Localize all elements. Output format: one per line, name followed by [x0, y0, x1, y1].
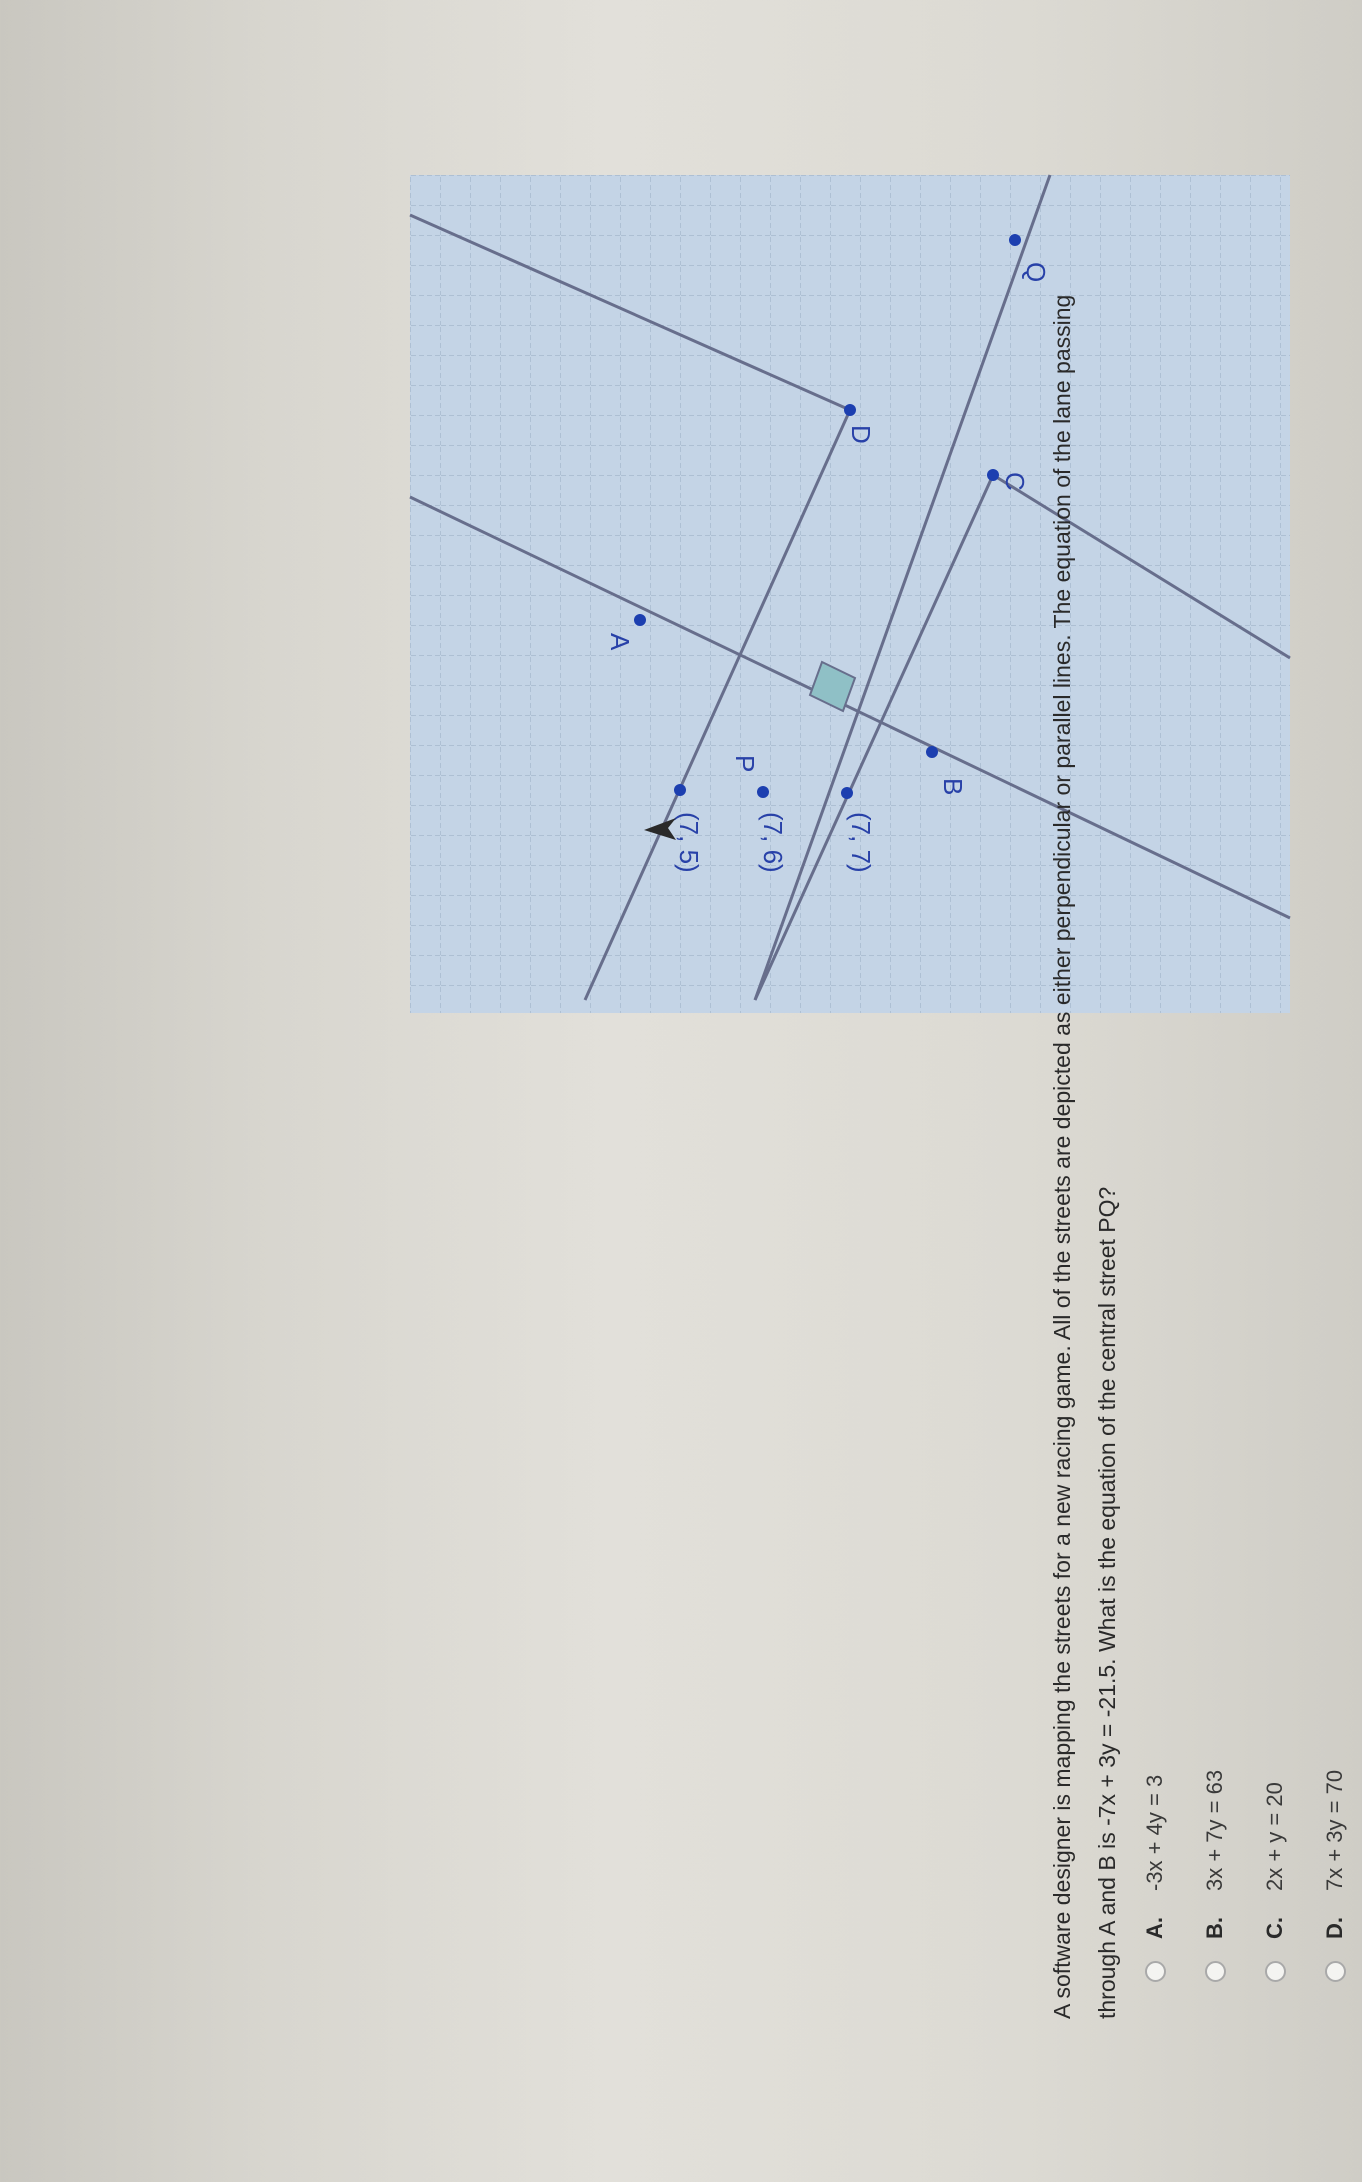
option-a[interactable] [1125, 1770, 1185, 1982]
label-7-6: (7, 6) [758, 812, 788, 873]
option-a-equation: -3x + 4y = 3 [1142, 1774, 1167, 1891]
label-7-7: (7, 7) [846, 812, 876, 873]
option-b-equation: 3x + 7y = 63 [1202, 1769, 1227, 1891]
option-c[interactable] [1245, 1770, 1305, 1982]
option-c-letter: C. [1262, 1917, 1287, 1939]
option-a-letter: A. [1142, 1917, 1167, 1939]
label-d: D [846, 425, 876, 444]
option-b-letter: B. [1202, 1917, 1227, 1939]
radio-button-c[interactable] [1265, 1961, 1286, 1982]
label-c: C [1000, 472, 1030, 491]
option-d-equation: 7x + 3y = 70 [1322, 1769, 1347, 1891]
radio-button-d[interactable] [1325, 1961, 1346, 1982]
label-b: B [938, 778, 968, 796]
option-b[interactable] [1185, 1770, 1245, 1982]
label-a: A [605, 633, 635, 651]
radio-button-a[interactable] [1145, 1961, 1166, 1982]
option-d-letter: D. [1322, 1917, 1347, 1939]
label-7-5: (7, 5) [674, 812, 704, 873]
label-p: P [730, 755, 760, 773]
label-q: Q [1021, 262, 1051, 283]
question-text: A software designer is mapping the streets for a new racing game. All of the streets are depicted as either perpendicular or parallel lines. The equation of the lane passing through A and B is -7x + 3y = -21.5. What is the equation of the central street PQ? [1049, 294, 1120, 2019]
mouse-pointer-icon [642, 810, 682, 850]
option-d[interactable] [1305, 1770, 1362, 1982]
radio-button-b[interactable] [1205, 1961, 1226, 1982]
option-c-equation: 2x + y = 20 [1262, 1782, 1287, 1891]
answer-options [1125, 1770, 1362, 1982]
